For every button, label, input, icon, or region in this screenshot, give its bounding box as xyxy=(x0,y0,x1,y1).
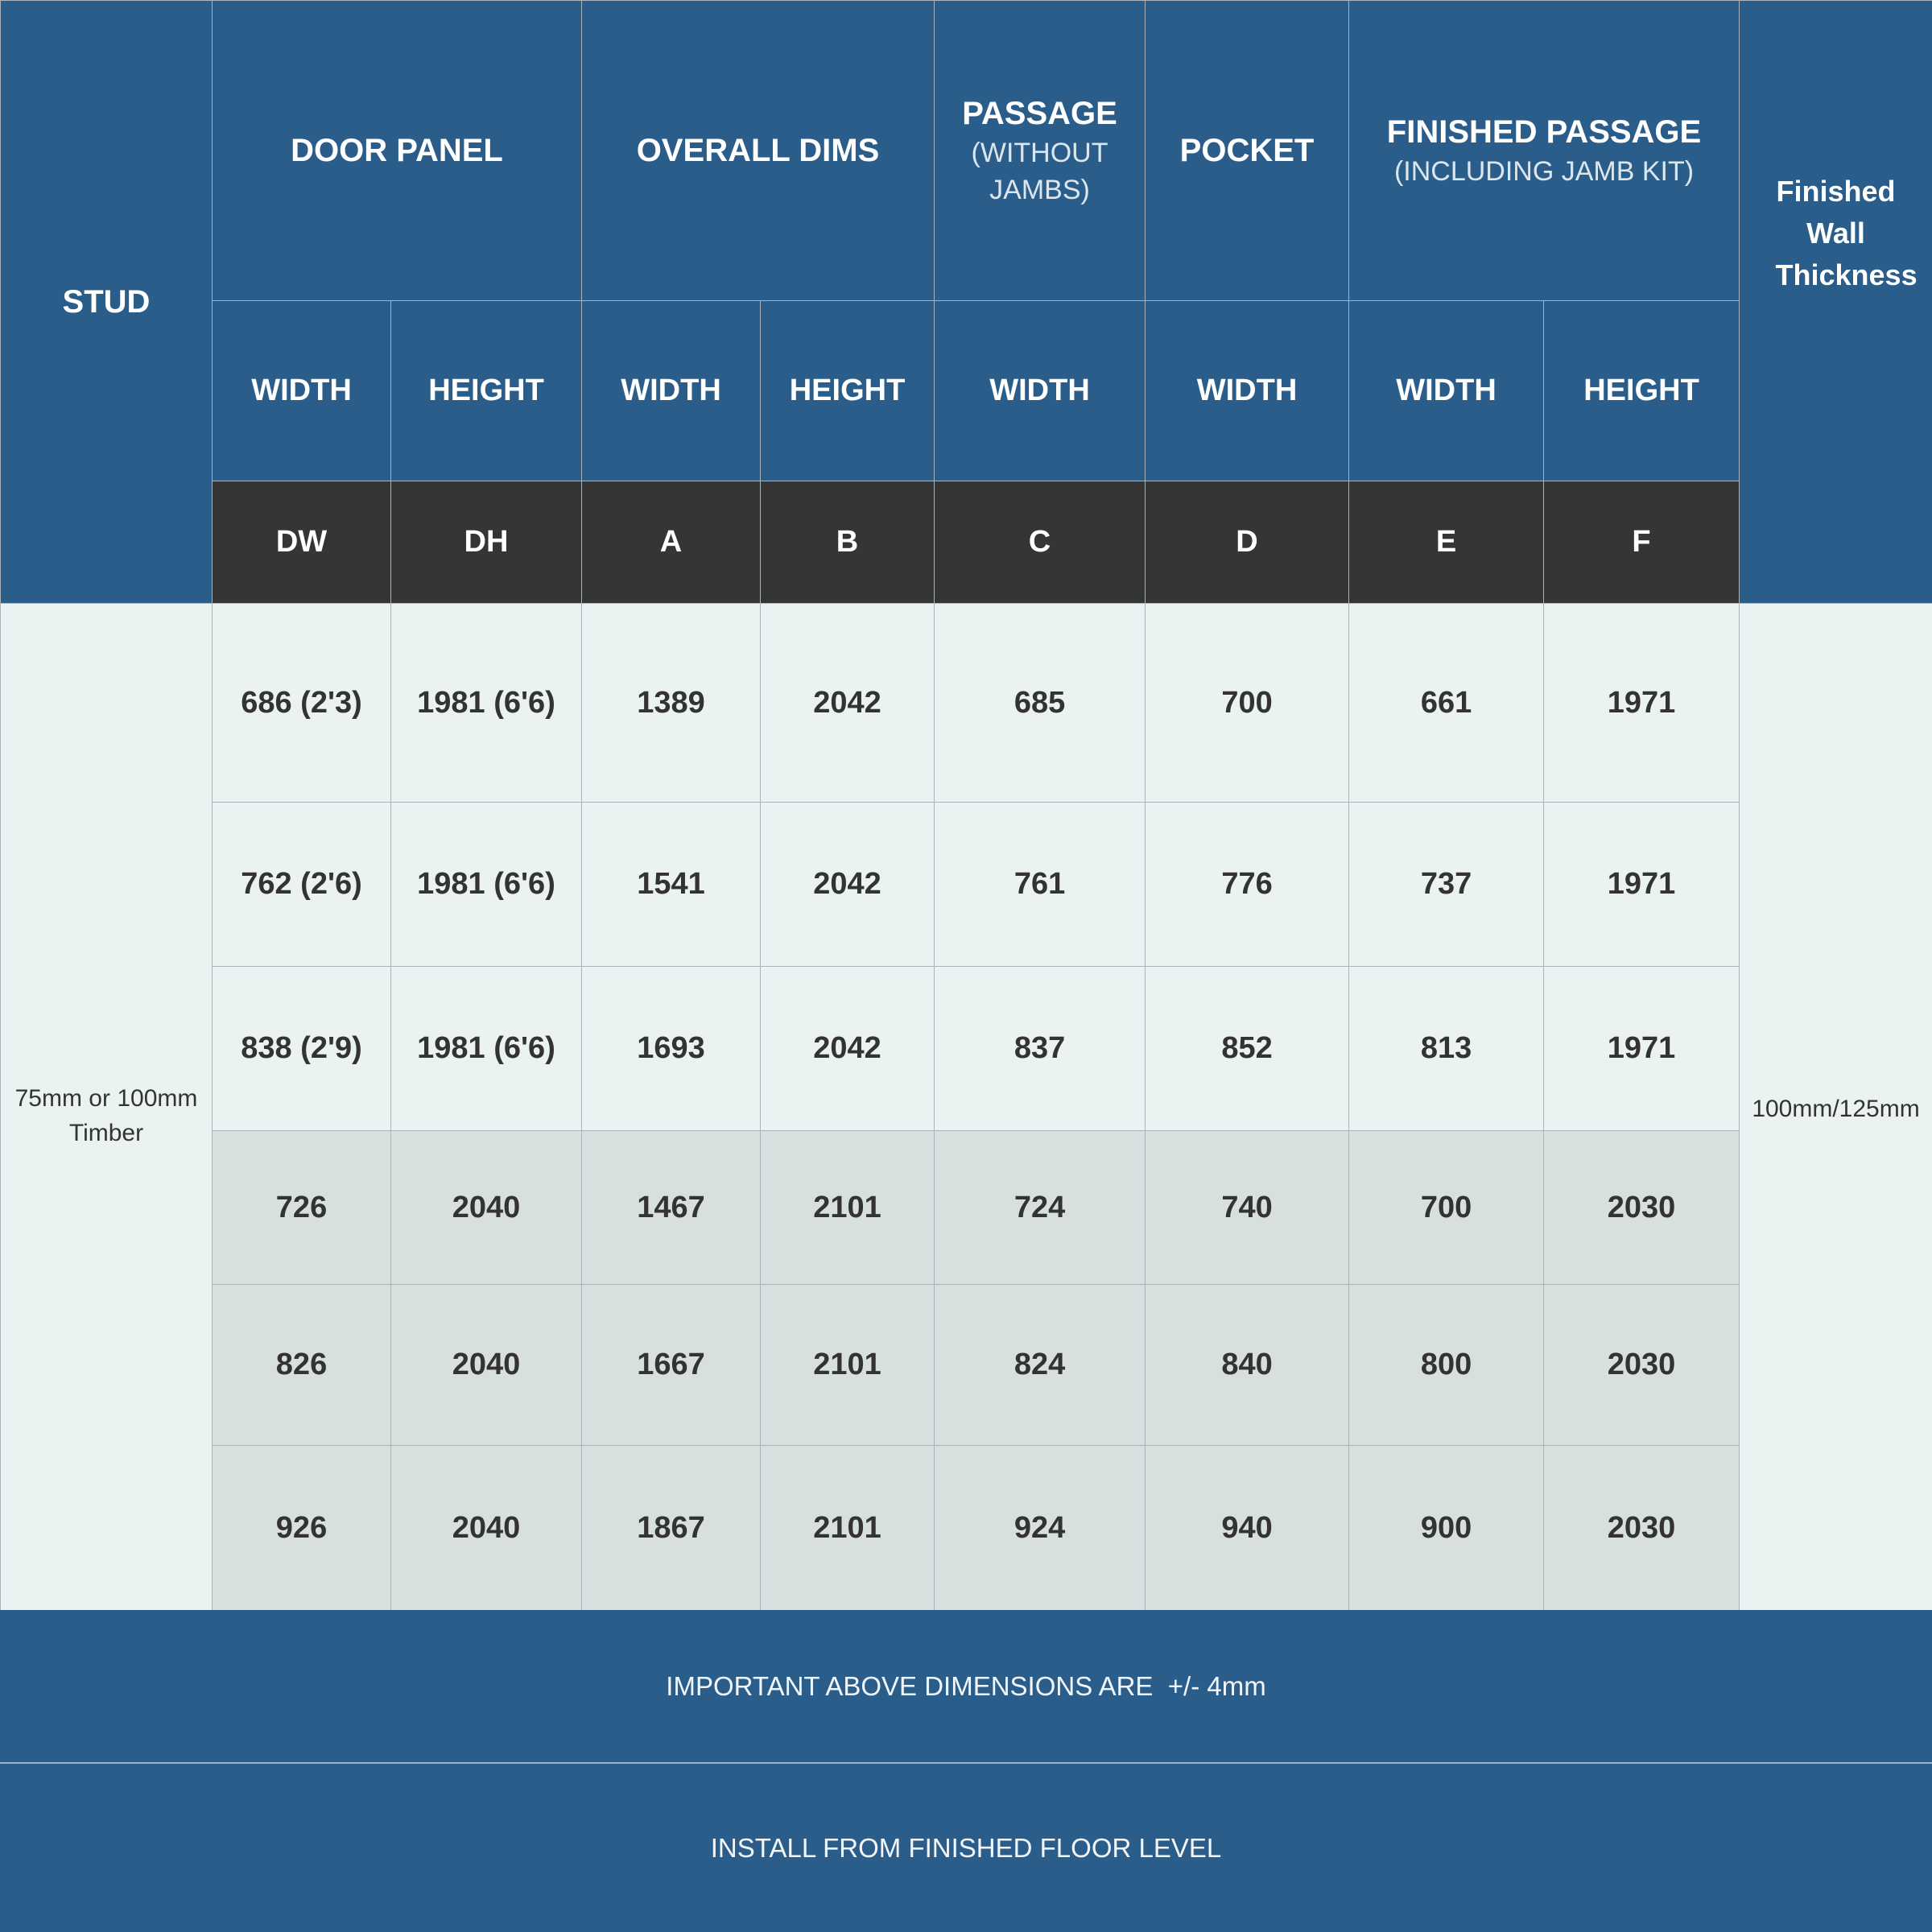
table-cell: 826 xyxy=(213,1285,391,1446)
table-cell: 700 xyxy=(1146,604,1349,803)
pocket-header xyxy=(1146,1,1349,301)
table-cell: 1981 (6'6) xyxy=(391,967,582,1131)
table-cell: 700 xyxy=(1349,1131,1544,1285)
table-cell: 940 xyxy=(1146,1446,1349,1611)
passage-label: PASSAGE xyxy=(962,96,1117,132)
table-cell: 837 xyxy=(935,967,1146,1131)
table-cell: 813 xyxy=(1349,967,1544,1131)
table-cell: 761 xyxy=(935,803,1146,967)
table-cell: 900 xyxy=(1349,1446,1544,1611)
stud-header xyxy=(1,1,213,604)
table-cell: 2030 xyxy=(1544,1446,1740,1611)
subheader-cell: WIDTH xyxy=(582,301,761,481)
pocket-label: POCKET xyxy=(1179,133,1315,168)
table-cell: 2040 xyxy=(391,1285,582,1446)
tolerance-notice-banner xyxy=(0,1610,1932,1764)
header-row-letters xyxy=(1,481,1932,604)
table-cell: 1971 xyxy=(1544,967,1740,1131)
table-cell: 852 xyxy=(1146,967,1349,1131)
table-cell: 2101 xyxy=(761,1131,935,1285)
finished-passage-note: (INCLUDING JAMB KIT) xyxy=(1393,156,1695,188)
table-row xyxy=(1,803,1932,967)
stud-header-label: STUD xyxy=(62,283,151,320)
finished-passage-header xyxy=(1349,1,1740,301)
table-cell: 724 xyxy=(935,1131,1146,1285)
table-cell: 1971 xyxy=(1544,803,1740,967)
subheader-cell: WIDTH xyxy=(935,301,1146,481)
table-row xyxy=(1,1446,1932,1611)
passage-header xyxy=(935,1,1146,301)
stud-value: 75mm or 100mm Timber xyxy=(14,1084,198,1146)
wall-value: 100mm/125mm xyxy=(1752,1096,1920,1123)
table-cell: 661 xyxy=(1349,604,1544,803)
table-cell: 924 xyxy=(935,1446,1146,1611)
table-cell: 1541 xyxy=(582,803,761,967)
tolerance-notice-text: IMPORTANT ABOVE DIMENSIONS ARE +/- 4mm xyxy=(666,1670,1266,1701)
subheader-cell: HEIGHT xyxy=(761,301,935,481)
wall-value-cell xyxy=(1740,604,1932,1611)
subheader-cell: WIDTH xyxy=(1146,301,1349,481)
overall-dims-label: OVERALL DIMS xyxy=(636,133,880,168)
table-cell: 2040 xyxy=(391,1446,582,1611)
table-cell: 2101 xyxy=(761,1446,935,1611)
letter-cell: C xyxy=(935,481,1146,604)
table-row xyxy=(1,1131,1932,1285)
table-row xyxy=(1,967,1932,1131)
table-cell: 838 (2'9) xyxy=(213,967,391,1131)
table-cell: 737 xyxy=(1349,803,1544,967)
table-cell: 776 xyxy=(1146,803,1349,967)
subheader-cell: HEIGHT xyxy=(391,301,582,481)
table-cell: 726 xyxy=(213,1131,391,1285)
table-cell: 1667 xyxy=(582,1285,761,1446)
table-cell: 1867 xyxy=(582,1446,761,1611)
table-cell: 2101 xyxy=(761,1285,935,1446)
overall-dims-header xyxy=(582,1,935,301)
header-row-measures xyxy=(1,301,1932,481)
finished-wall-thickness-label: Finished Wall Thickness xyxy=(1775,174,1918,292)
header-row-groups xyxy=(1,1,1932,301)
table-cell: 1981 (6'6) xyxy=(391,803,582,967)
table-cell: 1389 xyxy=(582,604,761,803)
letter-cell: A xyxy=(582,481,761,604)
table-cell: 1971 xyxy=(1544,604,1740,803)
install-notice-banner xyxy=(0,1764,1932,1932)
door-panel-label: DOOR PANEL xyxy=(291,133,503,168)
passage-note: (WITHOUT JAMBS) xyxy=(971,138,1108,205)
finished-wall-thickness-header xyxy=(1740,1,1932,604)
table-cell: 762 (2'6) xyxy=(213,803,391,967)
letter-cell: DH xyxy=(391,481,582,604)
table-cell: 926 xyxy=(213,1446,391,1611)
letter-cell: B xyxy=(761,481,935,604)
table-cell: 2030 xyxy=(1544,1131,1740,1285)
table-cell: 840 xyxy=(1146,1285,1349,1446)
table-cell: 1981 (6'6) xyxy=(391,604,582,803)
table-cell: 1693 xyxy=(582,967,761,1131)
letter-cell: E xyxy=(1349,481,1544,604)
table-cell: 2042 xyxy=(761,803,935,967)
table-row xyxy=(1,1285,1932,1446)
letter-cell: F xyxy=(1544,481,1740,604)
finished-passage-label: FINISHED PASSAGE xyxy=(1386,114,1702,151)
table-cell: 2040 xyxy=(391,1131,582,1285)
table-cell: 686 (2'3) xyxy=(213,604,391,803)
install-notice-text: INSTALL FROM FINISHED FLOOR LEVEL xyxy=(710,1832,1222,1863)
table-row xyxy=(1,604,1932,803)
table-cell: 2042 xyxy=(761,967,935,1131)
table-cell: 1467 xyxy=(582,1131,761,1285)
table-cell: 2042 xyxy=(761,604,935,803)
subheader-cell: WIDTH xyxy=(1349,301,1544,481)
table-cell: 2030 xyxy=(1544,1285,1740,1446)
letter-cell: D xyxy=(1146,481,1349,604)
table-cell: 740 xyxy=(1146,1131,1349,1285)
subheader-cell: WIDTH xyxy=(213,301,391,481)
stud-value-cell xyxy=(1,604,213,1611)
table-cell: 685 xyxy=(935,604,1146,803)
table-cell: 800 xyxy=(1349,1285,1544,1446)
door-panel-header xyxy=(213,1,582,301)
letter-cell: DW xyxy=(213,481,391,604)
subheader-cell: HEIGHT xyxy=(1544,301,1740,481)
table-cell: 824 xyxy=(935,1285,1146,1446)
